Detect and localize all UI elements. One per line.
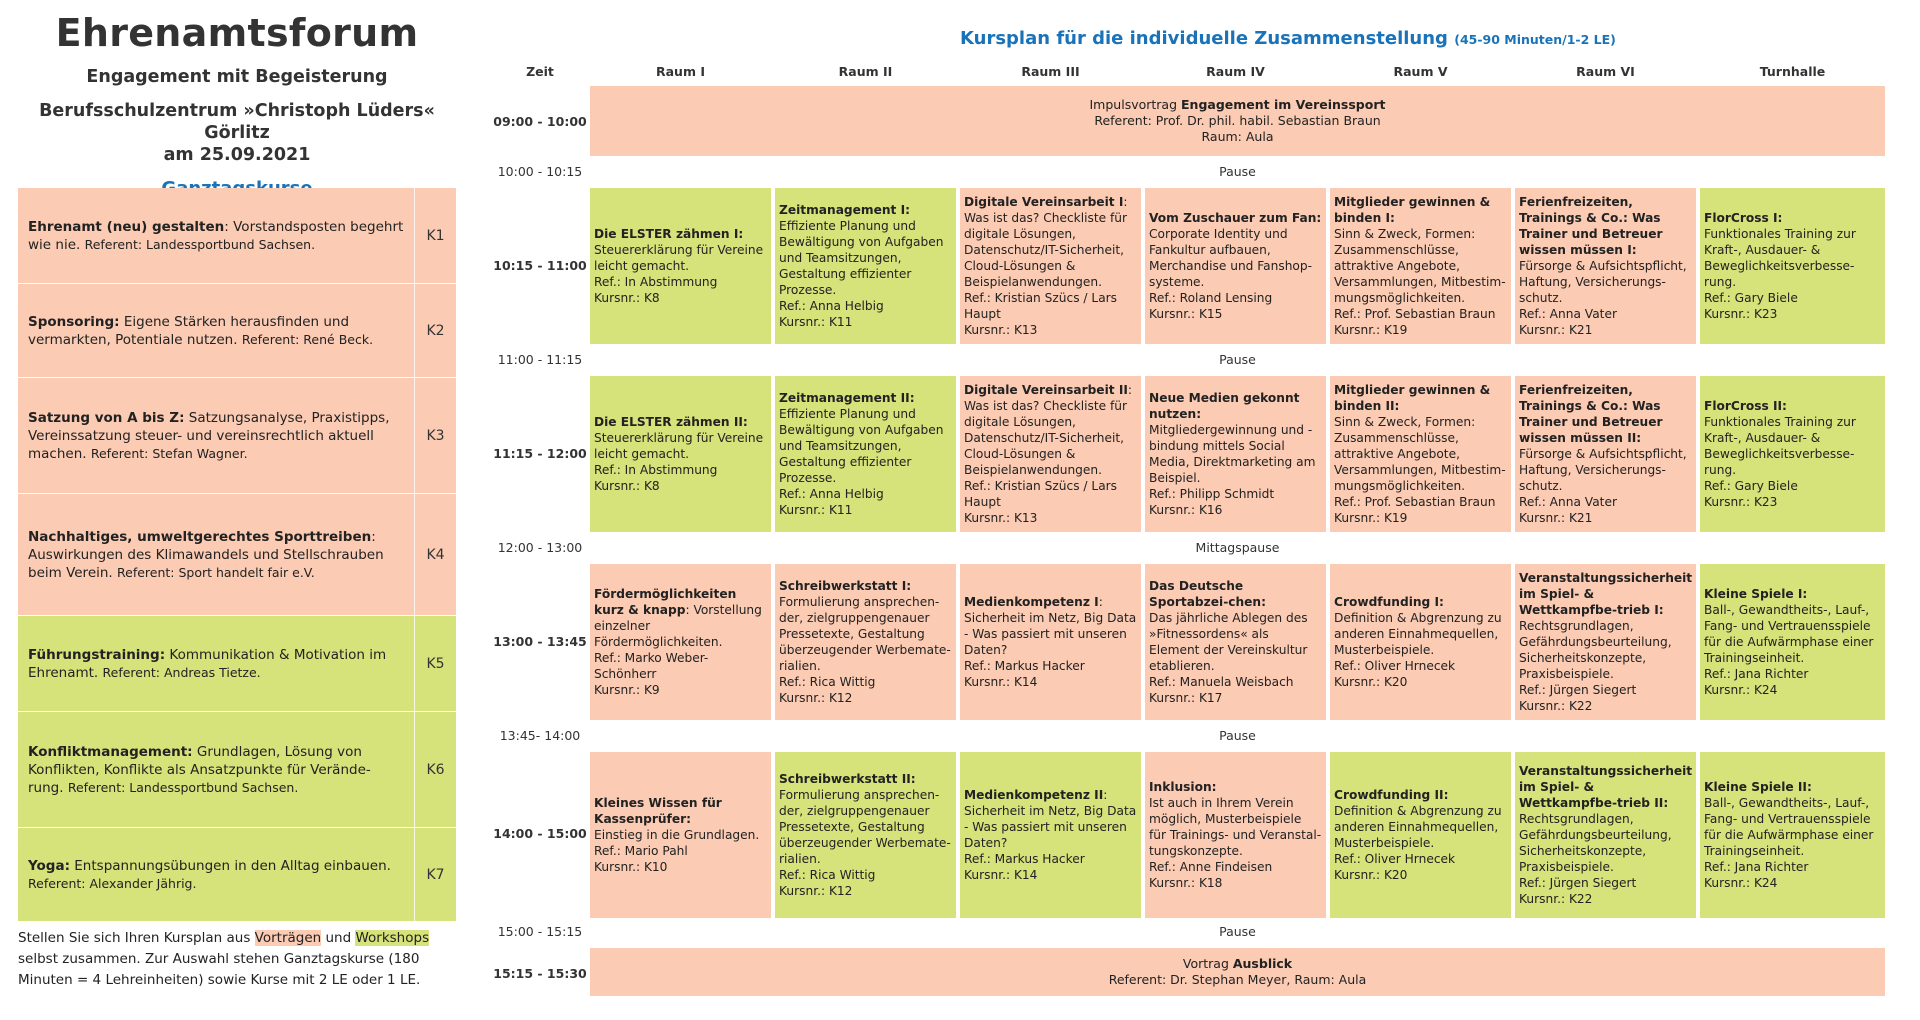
session-referent: Ref.: Rica Wittig xyxy=(779,868,876,882)
session-course-number: Kursnr.: K22 xyxy=(1519,892,1593,906)
session-cell[interactable] xyxy=(1145,752,1326,918)
course-referent: Referent: Stefan Wagner. xyxy=(90,445,248,461)
closing-talk[interactable] xyxy=(590,948,1885,996)
course-title: Ehrenamt (neu) gestalten xyxy=(28,218,225,235)
column-header-raum-3: Raum III xyxy=(1021,64,1080,79)
session-course-number: Kursnr.: K12 xyxy=(779,884,853,898)
event-venue: Berufsschulzentrum »Christoph Lüders« Görlitz xyxy=(39,101,435,143)
pause-label: Pause xyxy=(1219,164,1256,179)
session-course-number: Kursnr.: K13 xyxy=(964,323,1038,337)
session-title: Die ELSTER zähmen II: xyxy=(594,415,748,429)
session-course-number: Kursnr.: K9 xyxy=(594,683,660,697)
session-referent: Ref.: Gary Biele xyxy=(1704,291,1798,305)
session-referent: Ref.: Jürgen Siegert xyxy=(1519,876,1637,890)
column-header-raum-2: Raum II xyxy=(838,64,893,79)
session-title: Crowdfunding II: xyxy=(1334,788,1449,802)
session-referent: Ref.: Philipp Schmidt xyxy=(1149,487,1275,501)
event-date: am 25.09.2021 xyxy=(163,145,311,165)
session-title: Crowdfunding I: xyxy=(1334,595,1444,609)
session-referent: Ref.: Marko Weber-Schönherr xyxy=(594,651,709,681)
session-desc: Formulierung ansprechen-der, zielgruppengenauer Pressetexte, Gestaltung überzeugender Werbemate-rialien. xyxy=(779,788,951,866)
time-slot: 14:00 - 15:00 xyxy=(493,826,587,841)
course-desc: Entspannungsübungen in den Alltag einbauen. xyxy=(69,857,391,874)
session-desc: Fürsorge & Aufsichtspflicht, Haftung, Versicherungs-schutz. xyxy=(1519,259,1687,305)
time-slot: 15:15 - 15:30 xyxy=(493,966,587,981)
fullday-course-k4[interactable] xyxy=(18,494,456,616)
session-referent: Ref.: Markus Hacker xyxy=(964,659,1085,673)
session-referent: Ref.: Gary Biele xyxy=(1704,479,1798,493)
column-header-raum-4: Raum IV xyxy=(1206,64,1265,79)
session-title: FlorCross I: xyxy=(1704,211,1783,225)
course-text xyxy=(18,188,414,283)
session-title: Veranstaltungssicherheit im Spiel- & Wettkampfbe-trieb II: xyxy=(1519,764,1693,810)
course-text xyxy=(18,378,414,493)
session-referent: Ref.: Anna Vater xyxy=(1519,307,1617,321)
session-title: Digitale Vereinsarbeit I xyxy=(964,195,1124,209)
session-course-number: Kursnr.: K23 xyxy=(1704,495,1778,509)
session-referent: Ref.: Anne Findeisen xyxy=(1149,860,1273,874)
left-panel xyxy=(18,10,456,988)
fullday-course-k3[interactable] xyxy=(18,378,456,494)
session-desc: Corporate Identity und Fankultur aufbauen, Merchandise und Fanshop-systeme. xyxy=(1149,227,1313,289)
session-title: Kleine Spiele II: xyxy=(1704,780,1812,794)
time-slot: 11:00 - 11:15 xyxy=(497,352,583,367)
session-course-number: Kursnr.: K22 xyxy=(1519,699,1593,713)
session-referent: Ref.: Kristian Szücs / Lars Haupt xyxy=(964,291,1118,321)
column-header-raum-5: Raum V xyxy=(1393,64,1448,79)
session-referent: Ref.: Jana Richter xyxy=(1704,667,1809,681)
time-slot: 10:00 - 10:15 xyxy=(497,164,583,179)
session-desc: Einstieg in die Grundlagen. xyxy=(594,828,760,842)
course-text xyxy=(18,616,414,711)
closing-topic: Ausblick xyxy=(1232,956,1293,971)
session-title: Zeitmanagement II: xyxy=(779,391,915,405)
pause-label: Pause xyxy=(1219,352,1256,367)
session-title: Ferienfreizeiten, Trainings & Co.: Was Trainer und Betreuer wissen müssen I: xyxy=(1519,195,1663,257)
session-referent: Ref.: Manuela Weisbach xyxy=(1149,675,1294,689)
course-referent: Referent: Alexander Jährig. xyxy=(28,875,197,891)
closing-referent: Referent: Dr. Stephan Meyer, Raum: Aula xyxy=(1108,972,1367,987)
course-code: K6 xyxy=(414,712,456,827)
session-cell[interactable] xyxy=(590,752,771,918)
session-course-number: Kursnr.: K18 xyxy=(1149,876,1223,890)
session-course-number: Kursnr.: K8 xyxy=(594,291,660,305)
session-cell[interactable] xyxy=(960,752,1141,918)
schedule-title-main: Kursplan für die individuelle Zusammenstellung xyxy=(960,28,1448,49)
session-course-number: Kursnr.: K24 xyxy=(1704,683,1778,697)
session-title: Veranstaltungssicherheit im Spiel- & Wettkampfbe-trieb I: xyxy=(1519,571,1693,617)
event-title: Ehrenamtsforum xyxy=(55,11,419,55)
session-course-number: Kursnr.: K19 xyxy=(1334,323,1408,337)
course-text xyxy=(18,828,414,921)
session-desc: Formulierung ansprechen-der, zielgruppengenauer Pressetexte, Gestaltung überzeugender Werbemate-rialien. xyxy=(779,595,951,673)
session-title: Die ELSTER zähmen I: xyxy=(594,227,744,241)
session-referent: Ref.: Anna Vater xyxy=(1519,495,1617,509)
closing-prefix: Vortrag xyxy=(1182,956,1233,971)
session-referent: Ref.: In Abstimmung xyxy=(594,275,718,289)
session-desc: Funktionales Training zur Kraft-, Ausdauer- & Beweglichkeitsverbesse-rung. xyxy=(1704,415,1856,477)
fullday-course-k5[interactable] xyxy=(18,616,456,712)
session-title: Kleines Wissen für Kassenprüfer: xyxy=(594,796,722,826)
session-course-number: Kursnr.: K10 xyxy=(594,860,668,874)
keynote-prefix: Impulsvortrag xyxy=(1089,97,1181,112)
time-slot: 09:00 - 10:00 xyxy=(493,114,587,129)
course-title: Sponsoring: xyxy=(28,313,120,330)
course-title: Satzung von A bis Z: xyxy=(28,409,185,426)
session-referent: Ref.: In Abstimmung xyxy=(594,463,718,477)
session-title: Kleine Spiele I: xyxy=(1704,587,1808,601)
session-desc: : Sicherheit im Netz, Big Data - Was passiert mit unseren Daten? xyxy=(964,595,1137,657)
session-referent: Ref.: Prof. Sebastian Braun xyxy=(1334,307,1496,321)
session-title: Digitale Vereinsarbeit II xyxy=(964,383,1128,397)
hint-text: selbst zusammen. Zur Auswahl stehen Ganztagskurse (180 Minuten = 4 Lehreinheiten) sowie Kurse mit 2 LE oder 1 LE. xyxy=(18,951,421,988)
session-desc: Ball-, Gewandtheits-, Lauf-, Fang- und Vertrauensspiele für die Aufwärmphase einer Trainingseinheit. xyxy=(1704,796,1874,858)
column-header-raum-6: Raum VI xyxy=(1576,64,1635,79)
session-course-number: Kursnr.: K14 xyxy=(964,675,1038,689)
keynote-room: Raum: Aula xyxy=(1201,129,1274,144)
session-referent: Ref.: Mario Pahl xyxy=(594,844,688,858)
course-desc: : Vorstandsposten begehrt wie nie. xyxy=(28,218,404,253)
session-course-number: Kursnr.: K15 xyxy=(1149,307,1223,321)
session-course-number: Kursnr.: K19 xyxy=(1334,511,1408,525)
session-course-number: Kursnr.: K16 xyxy=(1149,503,1223,517)
course-text xyxy=(18,494,414,615)
column-header-raum-1: Raum I xyxy=(656,64,705,79)
session-cell[interactable] xyxy=(1700,564,1885,720)
time-slot: 10:15 - 11:00 xyxy=(493,258,587,273)
session-course-number: Kursnr.: K21 xyxy=(1519,511,1593,525)
session-cell[interactable] xyxy=(1145,376,1326,532)
session-title: Schreibwerkstatt I: xyxy=(779,579,912,593)
fullday-course-k2[interactable] xyxy=(18,284,456,378)
column-header-zeit: Zeit xyxy=(526,64,554,79)
session-cell[interactable] xyxy=(775,752,956,918)
session-cell[interactable] xyxy=(775,188,956,344)
session-title: FlorCross II: xyxy=(1704,399,1787,413)
session-cell[interactable] xyxy=(1700,376,1885,532)
session-desc: Ist auch in Ihrem Verein möglich, Musterbeispiele für Trainings- und Veranstal-tungskonzepte. xyxy=(1149,796,1322,858)
schedule-title xyxy=(960,28,1616,49)
session-title: Mitglieder gewinnen & binden I: xyxy=(1334,195,1491,225)
session-desc: Rechtsgrundlagen, Gefährdungsbeurteilung, Sicherheitskonzepte, Praxisbeispiele. xyxy=(1519,619,1672,681)
session-desc: Fürsorge & Aufsichtspflicht, Haftung, Versicherungs-schutz. xyxy=(1519,447,1687,493)
course-desc: : Auswirkungen des Klimawandels und Stellschrauben beim Verein. xyxy=(28,528,384,581)
session-course-number: Kursnr.: K13 xyxy=(964,511,1038,525)
course-text xyxy=(18,284,414,377)
session-cell[interactable] xyxy=(1145,188,1326,344)
time-slot: 15:00 - 15:15 xyxy=(497,924,583,939)
fullday-course-k6[interactable] xyxy=(18,712,456,828)
session-referent: Ref.: Rica Wittig xyxy=(779,675,876,689)
session-course-number: Kursnr.: K11 xyxy=(779,315,853,329)
session-cell[interactable] xyxy=(590,564,771,720)
fullday-course-k7[interactable] xyxy=(18,828,456,922)
hint-text: und xyxy=(321,930,356,946)
session-cell[interactable] xyxy=(960,188,1141,344)
session-referent: Ref.: Markus Hacker xyxy=(964,852,1085,866)
session-cell[interactable] xyxy=(1330,188,1511,344)
session-desc: Effiziente Planung und Bewältigung von Aufgaben und Teamsitzungen, Gestaltung effizienter Prozesse. xyxy=(779,219,944,297)
session-title: Medienkompetenz I xyxy=(964,595,1099,609)
session-desc: : Vorstellung einzelner Fördermöglichkeiten. xyxy=(594,603,762,649)
time-slot: 11:15 - 12:00 xyxy=(493,446,587,461)
session-course-number: Kursnr.: K20 xyxy=(1334,868,1408,882)
session-title: Vom Zuschauer zum Fan: xyxy=(1149,211,1322,225)
fullday-course-k1[interactable] xyxy=(18,188,456,284)
session-desc: : Was ist das? Checkliste für digitale Lösungen, Datenschutz/IT-Sicherheit, Cloud-Lösungen & Beispielanwendungen. xyxy=(964,383,1132,477)
course-text xyxy=(18,712,414,827)
course-title: Konfliktmanagement: xyxy=(28,743,193,760)
pause-label: Pause xyxy=(1219,728,1256,743)
session-cell[interactable] xyxy=(1330,564,1511,720)
session-cell[interactable] xyxy=(1145,564,1326,720)
course-code: K2 xyxy=(414,284,456,377)
session-course-number: Kursnr.: K8 xyxy=(594,479,660,493)
course-desc: Satzungsanalyse, Praxistipps, Vereinssatzung steuer- und vereinsrechtlich aktuell machen. xyxy=(28,409,390,462)
session-desc: Funktionales Training zur Kraft-, Ausdauer- & Beweglichkeitsverbesse-rung. xyxy=(1704,227,1856,289)
course-code: K4 xyxy=(414,494,456,615)
schedule-title-small: (45-90 Minuten/1-2 LE) xyxy=(1454,32,1616,47)
hint-text: Stellen Sie sich Ihren Kursplan aus xyxy=(18,930,255,946)
session-desc: Mitgliedergewinnung und -bindung mittels Social Media, Direktmarketing am Beispiel. xyxy=(1149,423,1316,485)
keynote-title xyxy=(590,97,1885,113)
session-title: Zeitmanagement I: xyxy=(779,203,911,217)
session-course-number: Kursnr.: K20 xyxy=(1334,675,1408,689)
session-desc: Definition & Abgrenzung zu anderen Einnahmequellen, Musterbeispiele. xyxy=(1334,804,1502,850)
session-cell[interactable] xyxy=(960,564,1141,720)
session-title: Medienkompetenz II xyxy=(964,788,1104,802)
time-slot: 12:00 - 13:00 xyxy=(497,540,583,555)
course-referent: Referent: Landessportbund Sachsen. xyxy=(67,779,299,795)
hint-workshops: Workshops xyxy=(355,930,430,946)
session-referent: Ref.: Anna Helbig xyxy=(779,487,884,501)
session-course-number: Kursnr.: K11 xyxy=(779,503,853,517)
session-referent: Ref.: Kristian Szücs / Lars Haupt xyxy=(964,479,1118,509)
session-cell[interactable] xyxy=(1515,188,1696,344)
session-course-number: Kursnr.: K17 xyxy=(1149,691,1223,705)
session-referent: Ref.: Roland Lensing xyxy=(1149,291,1273,305)
session-desc: : Sicherheit im Netz, Big Data - Was passiert mit unseren Daten? xyxy=(964,788,1137,850)
keynote-referent: Referent: Prof. Dr. phil. habil. Sebastian Braun xyxy=(1094,113,1381,128)
course-code: K7 xyxy=(414,828,456,921)
course-referent: Referent: Andreas Tietze. xyxy=(102,664,261,680)
course-referent: Referent: René Beck. xyxy=(241,331,374,347)
course-desc: Grundlagen, Lösung von Konflikten, Konflikte als Ansatzpunkte für Verände-rung. xyxy=(28,743,371,796)
course-title: Yoga: xyxy=(28,857,70,874)
session-cell[interactable] xyxy=(1330,752,1511,918)
session-title: Mitglieder gewinnen & binden II: xyxy=(1334,383,1491,413)
session-desc: : Was ist das? Checkliste für digitale Lösungen, Datenschutz/IT-Sicherheit, Cloud-Lösungen & Beispielanwendungen. xyxy=(964,195,1128,289)
session-cell[interactable] xyxy=(1515,752,1696,918)
course-desc: Kommunikation & Motivation im Ehrenamt. xyxy=(28,646,387,681)
course-code: K3 xyxy=(414,378,456,493)
session-referent: Ref.: Oliver Hrnecek xyxy=(1334,659,1456,673)
session-title: Ferienfreizeiten, Trainings & Co.: Was Trainer und Betreuer wissen müssen II: xyxy=(1519,383,1663,445)
session-referent: Ref.: Anna Helbig xyxy=(779,299,884,313)
session-desc: Ball-, Gewandtheits-, Lauf-, Fang- und Vertrauensspiele für die Aufwärmphase einer Trainingseinheit. xyxy=(1704,603,1874,665)
course-code: K5 xyxy=(414,616,456,711)
pause-label: Pause xyxy=(1219,924,1256,939)
session-course-number: Kursnr.: K21 xyxy=(1519,323,1593,337)
session-cell[interactable] xyxy=(590,376,771,532)
session-title: Neue Medien gekonnt nutzen: xyxy=(1149,391,1300,421)
selection-hint xyxy=(18,928,456,991)
session-desc: Steuererklärung für Vereine leicht gemacht. xyxy=(594,243,764,273)
session-cell[interactable] xyxy=(1700,188,1885,344)
session-title: Das Deutsche Sportabzei-chen: xyxy=(1149,579,1266,609)
course-title: Nachhaltiges, umweltgerechtes Sporttreiben xyxy=(28,528,372,545)
session-desc: Definition & Abgrenzung zu anderen Einnahmequellen, Musterbeispiele. xyxy=(1334,611,1502,657)
session-title: Inklusion: xyxy=(1149,780,1217,794)
session-cell[interactable] xyxy=(775,376,956,532)
session-cell[interactable] xyxy=(1330,376,1511,532)
session-cell[interactable] xyxy=(1515,376,1696,532)
session-course-number: Kursnr.: K24 xyxy=(1704,876,1778,890)
lunch-break-label: Mittagspause xyxy=(1195,540,1280,555)
session-referent: Ref.: Prof. Sebastian Braun xyxy=(1334,495,1496,509)
course-referent: Referent: Landessportbund Sachsen. xyxy=(84,236,316,252)
session-cell[interactable] xyxy=(1515,564,1696,720)
session-title: Schreibwerkstatt II: xyxy=(779,772,916,786)
closing-title xyxy=(590,956,1885,972)
session-course-number: Kursnr.: K14 xyxy=(964,868,1038,882)
fullday-course-list xyxy=(18,188,456,922)
session-referent: Ref.: Jana Richter xyxy=(1704,860,1809,874)
session-desc: Sinn & Zweck, Formen: Zusammenschlüsse, attraktive Angebote, Versammlungen, Mitbestim-mungsmöglichkeiten. xyxy=(1334,227,1506,305)
session-desc: Effiziente Planung und Bewältigung von Aufgaben und Teamsitzungen, Gestaltung effizienter Prozesse. xyxy=(779,407,944,485)
course-referent: Referent: Sport handelt fair e.V. xyxy=(117,564,315,580)
session-referent: Ref.: Oliver Hrnecek xyxy=(1334,852,1456,866)
session-desc: Sinn & Zweck, Formen: Zusammenschlüsse, attraktive Angebote, Versammlungen, Mitbestim-mungsmöglichkeiten. xyxy=(1334,415,1506,493)
event-subtitle: Engagement mit Begeisterung xyxy=(86,67,388,87)
course-code: K1 xyxy=(414,188,456,283)
hint-vortraege: Vorträgen xyxy=(254,930,322,946)
column-header-turnhalle: Turnhalle xyxy=(1759,64,1826,79)
session-desc: Steuererklärung für Vereine leicht gemacht. xyxy=(594,431,764,461)
opening-keynote[interactable] xyxy=(590,86,1885,156)
session-referent: Ref.: Jürgen Siegert xyxy=(1519,683,1637,697)
course-title: Führungstraining: xyxy=(28,646,166,663)
course-desc: Eigene Stärken herausfinden und vermarkten, Potentiale nutzen. xyxy=(28,313,350,348)
time-slot: 13:00 - 13:45 xyxy=(493,634,587,649)
session-title: Fördermöglichkeiten kurz & knapp xyxy=(594,587,737,617)
session-desc: Rechtsgrundlagen, Gefährdungsbeurteilung, Sicherheitskonzepte, Praxisbeispiele. xyxy=(1519,812,1672,874)
session-desc: Das jährliche Ablegen des »Fitnessordens« als Element der Vereinskultur etablieren. xyxy=(1149,611,1308,673)
session-cell[interactable] xyxy=(1700,752,1885,918)
session-cell[interactable] xyxy=(775,564,956,720)
session-course-number: Kursnr.: K12 xyxy=(779,691,853,705)
time-slot: 13:45- 14:00 xyxy=(499,728,581,743)
session-cell[interactable] xyxy=(960,376,1141,532)
session-course-number: Kursnr.: K23 xyxy=(1704,307,1778,321)
keynote-topic: Engagement im Vereinssport xyxy=(1181,97,1386,112)
session-cell[interactable] xyxy=(590,188,771,344)
